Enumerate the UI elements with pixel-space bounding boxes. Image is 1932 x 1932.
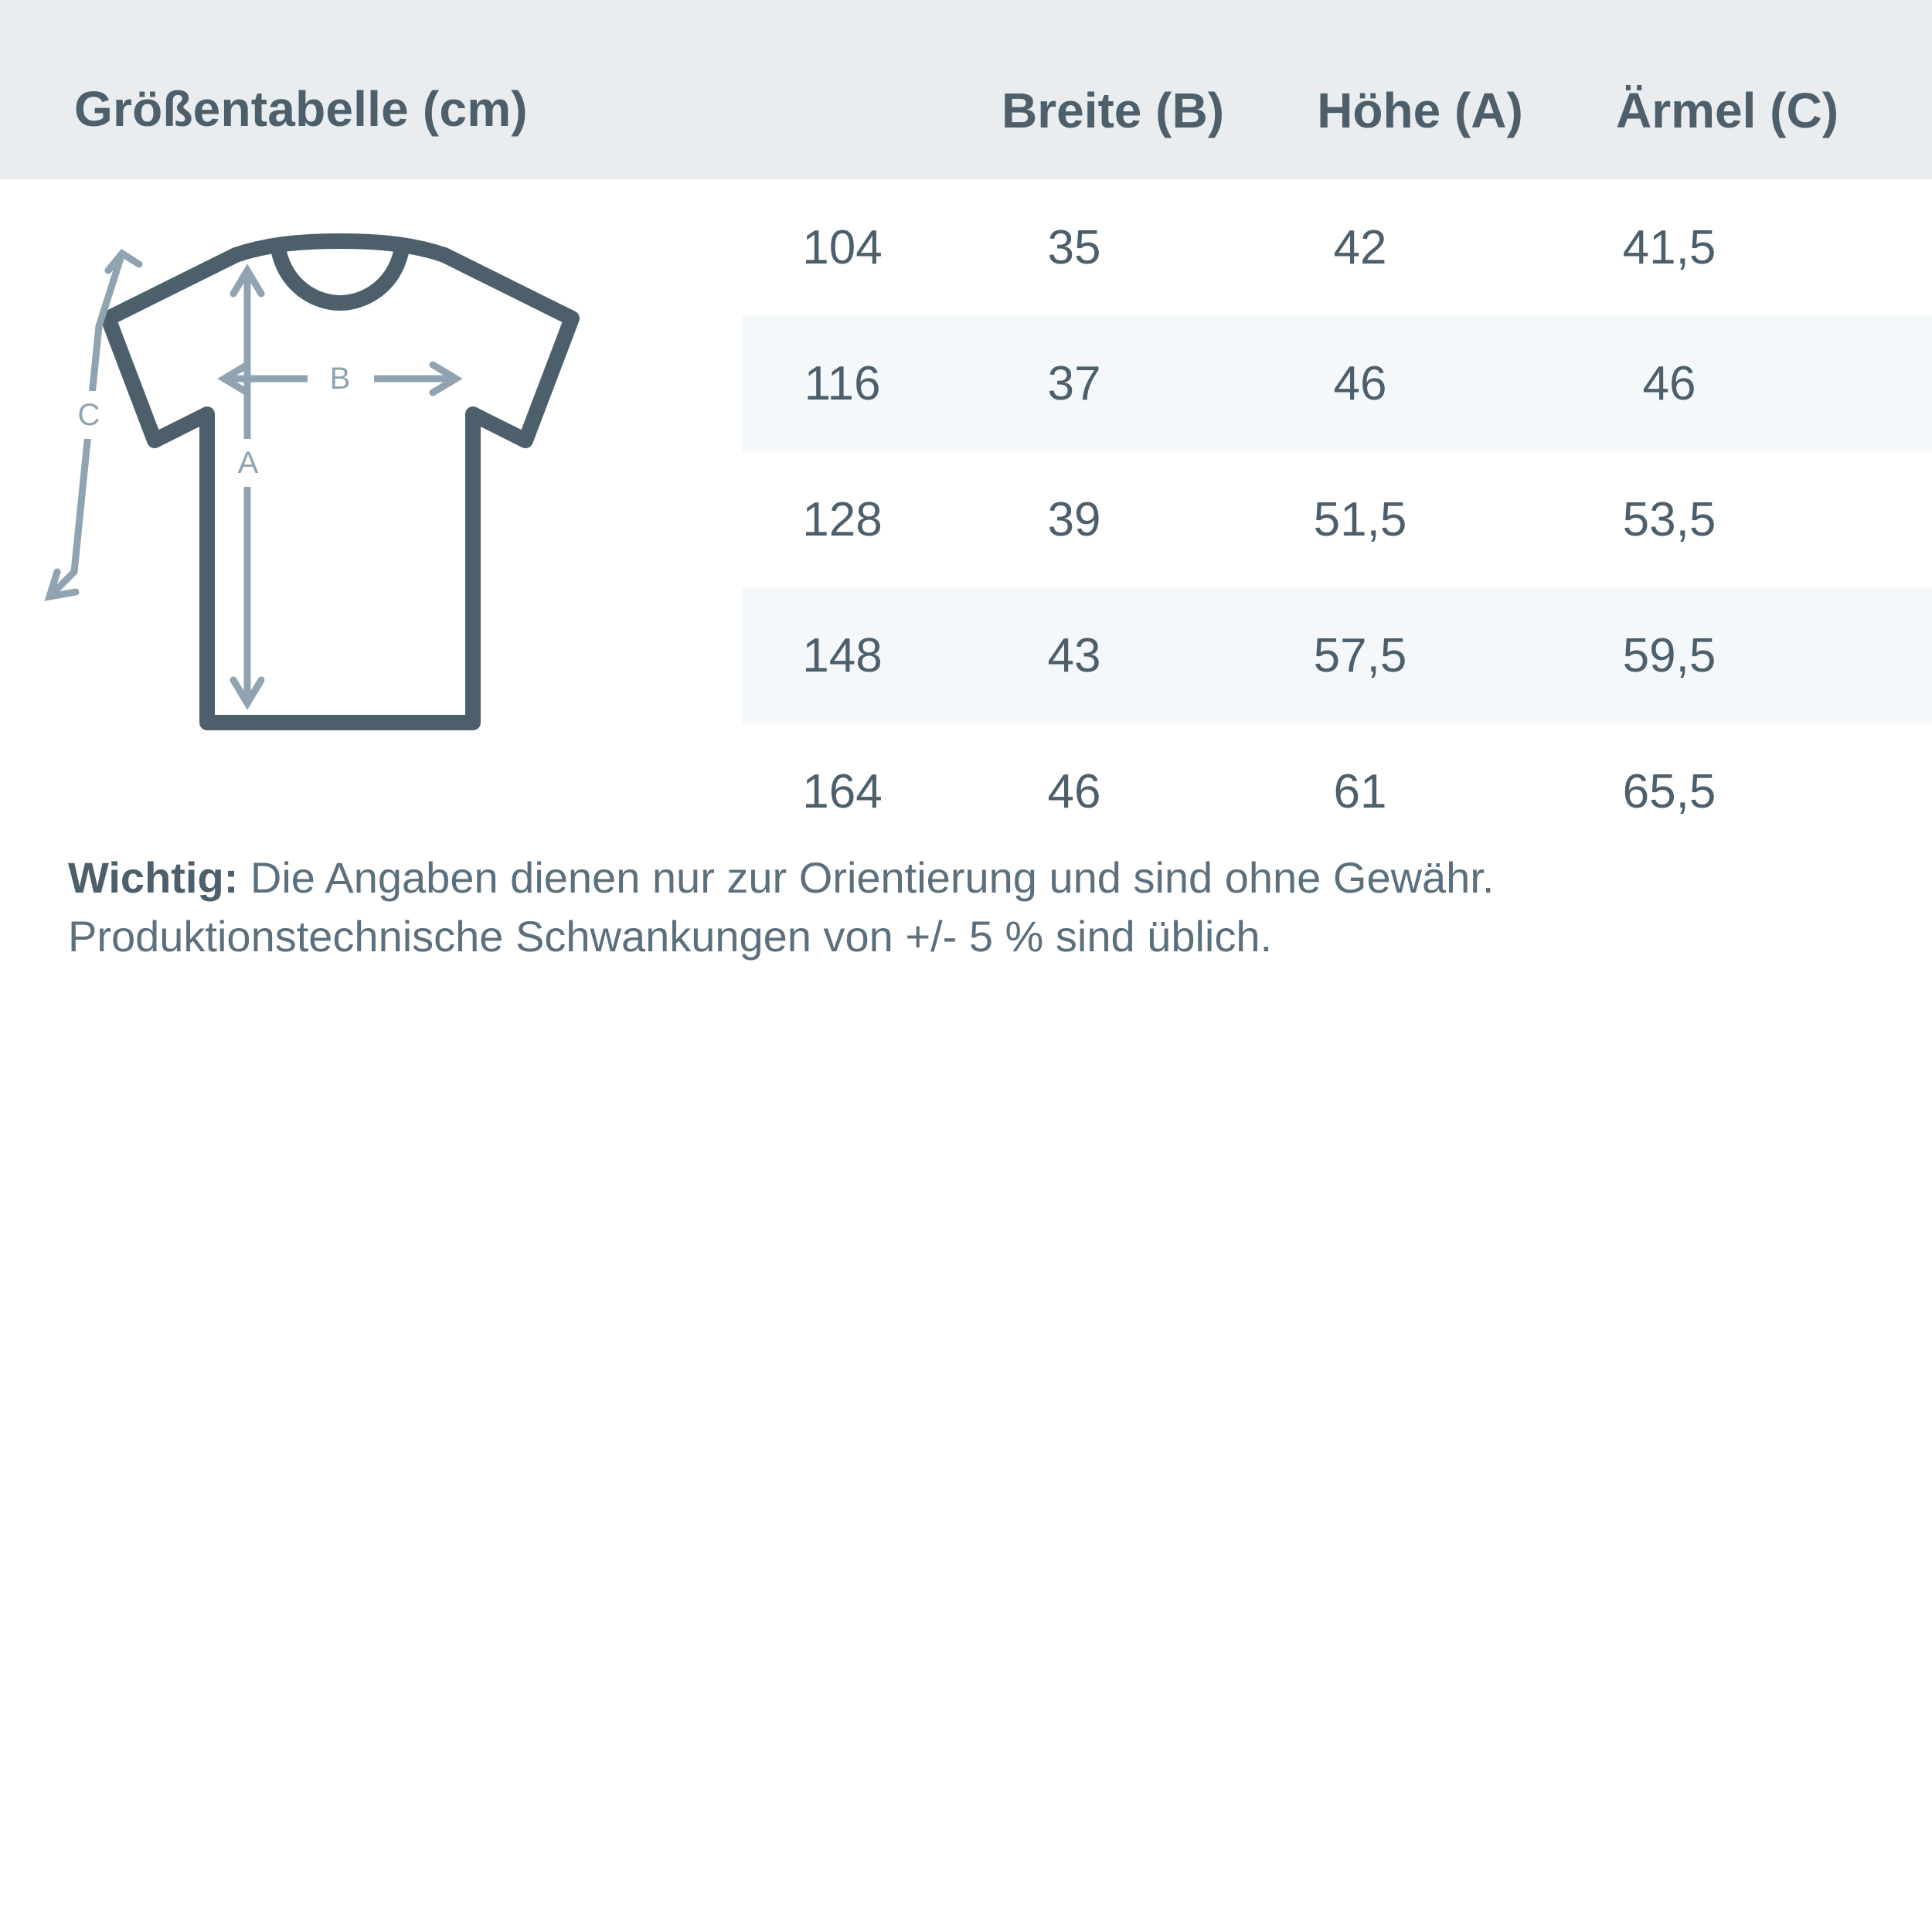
cell-width: 46 [1047, 764, 1101, 818]
disclaimer-text: Die Angaben dienen nur zur Orientierung und sind ohne Gewähr. Produktionstechnische Schwankungen von +/- 5 % sind üblich. [68, 853, 1495, 961]
longsleeve-shirt-icon [108, 241, 572, 723]
cell-height: 46 [1333, 356, 1387, 410]
table-column-headers [958, 82, 1909, 139]
cell-width: 43 [1047, 628, 1101, 682]
column-header-width: Breite (B) [1001, 83, 1225, 138]
cell-sleeve: 59,5 [1622, 628, 1716, 682]
cell-sleeve: 41,5 [1622, 220, 1716, 274]
table-row [742, 179, 1932, 315]
column-header-sleeve: Ärmel (C) [1615, 83, 1839, 138]
cell-size: 148 [802, 628, 883, 682]
cell-size: 116 [804, 356, 881, 410]
cell-size: 164 [802, 764, 883, 818]
cell-height: 57,5 [1313, 628, 1407, 682]
disclaimer-strong: Wichtig: [68, 853, 239, 902]
cell-width: 39 [1047, 492, 1101, 546]
cell-height: 42 [1333, 220, 1387, 274]
cell-sleeve: 53,5 [1622, 492, 1716, 546]
dimension-a-label: A [237, 446, 259, 480]
table-row [742, 451, 1932, 587]
table-row [742, 315, 1932, 451]
size-table [742, 179, 1932, 859]
cell-height: 61 [1333, 764, 1387, 818]
cell-sleeve: 65,5 [1622, 764, 1716, 818]
cell-width: 37 [1047, 356, 1101, 410]
cell-size: 104 [802, 220, 883, 274]
cell-width: 35 [1047, 220, 1101, 274]
cell-height: 51,5 [1313, 492, 1407, 546]
cell-sleeve: 46 [1642, 356, 1696, 410]
table-row [742, 587, 1932, 723]
column-header-height: Höhe (A) [1317, 83, 1523, 138]
table-row [742, 723, 1932, 859]
disclaimer-note [68, 849, 1869, 966]
dimension-c-label: C [77, 398, 100, 432]
dimension-b-label: B [329, 362, 351, 396]
cell-size: 128 [802, 492, 883, 546]
garment-diagram [31, 232, 757, 788]
page-title: Größentabelle (cm) [74, 81, 528, 137]
